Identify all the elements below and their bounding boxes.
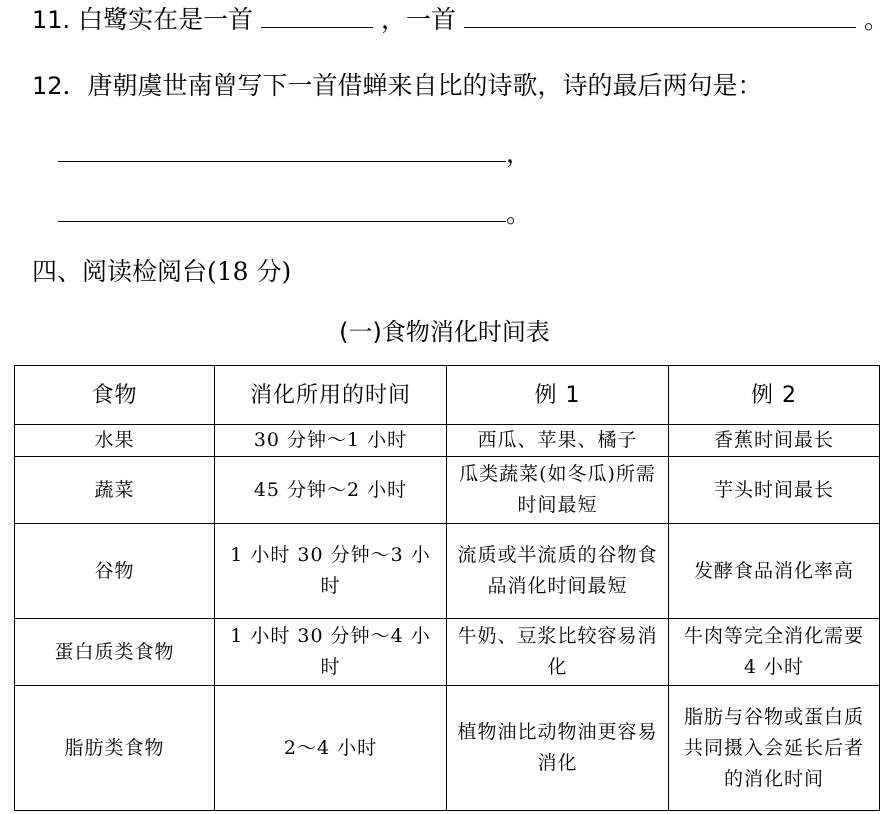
answer-line-12b-end: 。: [506, 199, 532, 228]
cell-example-1: 植物油比动物油更容易消化: [447, 686, 669, 811]
cell-example-2: 香蕉时间最长: [669, 425, 880, 457]
cell-example-2: 芋头时间最长: [669, 457, 880, 524]
cell-time: 2～4 小时: [215, 686, 447, 811]
table-row: [15, 425, 880, 457]
question-12-text: ．唐朝虞世南曾写下一首借蝉来自比的诗歌，诗的最后两句是：: [62, 71, 763, 100]
answer-line-12b: [58, 198, 531, 230]
question-12-number: 12: [32, 72, 63, 100]
cell-food: 蔬菜: [15, 457, 215, 524]
answer-blank-12a[interactable]: [58, 139, 506, 162]
table-row: [15, 524, 880, 619]
answer-line-12a: [58, 138, 531, 170]
food-digestion-table: [14, 365, 880, 811]
table-title: (一)食物消化时间表: [339, 318, 550, 346]
cell-time: 30 分钟～1 小时: [215, 425, 447, 457]
answer-blank-11b[interactable]: [464, 5, 856, 28]
cell-example-2: 牛肉等完全消化需要 4 小时: [669, 619, 880, 686]
cell-example-1: 牛奶、豆浆比较容易消化: [447, 619, 669, 686]
cell-time: 45 分钟～2 小时: [215, 457, 447, 524]
table-row: [15, 457, 880, 524]
cell-food: 脂肪类食物: [15, 686, 215, 811]
question-11-end-mark: 。: [863, 5, 889, 34]
cell-food: 谷物: [15, 524, 215, 619]
answer-blank-12b[interactable]: [58, 199, 506, 222]
header-example-2: 例 2: [669, 366, 880, 425]
answer-line-12a-end: ，: [506, 139, 532, 168]
question-11-number: 11.: [32, 6, 71, 34]
cell-example-1: 流质或半流质的谷物食品消化时间最短: [447, 524, 669, 619]
cell-time: 1 小时 30 分钟～3 小时: [215, 524, 447, 619]
table-row: [15, 686, 880, 811]
cell-example-2: 脂肪与谷物或蛋白质共同摄入会延长后者的消化时间: [669, 686, 880, 811]
cell-example-1: 西瓜、苹果、橘子: [447, 425, 669, 457]
question-12: [32, 70, 763, 102]
cell-example-1: 瓜类蔬菜(如冬瓜)所需时间最短: [447, 457, 669, 524]
cell-food: 水果: [15, 425, 215, 457]
cell-food: 蛋白质类食物: [15, 619, 215, 686]
table-row: [15, 619, 880, 686]
table-header-row: [15, 366, 880, 425]
header-time: 消化所用的时间: [215, 366, 447, 425]
question-11-text-middle: ，一首: [381, 5, 457, 34]
section-heading: 四、阅读检阅台(18 分): [32, 257, 292, 286]
question-11-text-before: 白鹭实在是一首: [78, 5, 254, 34]
question-11: [32, 4, 889, 36]
header-example-1: 例 1: [447, 366, 669, 425]
header-food: 食物: [15, 366, 215, 425]
cell-example-2: 发酵食品消化率高: [669, 524, 880, 619]
answer-blank-11a[interactable]: [261, 5, 373, 28]
cell-time: 1 小时 30 分钟～4 小时: [215, 619, 447, 686]
